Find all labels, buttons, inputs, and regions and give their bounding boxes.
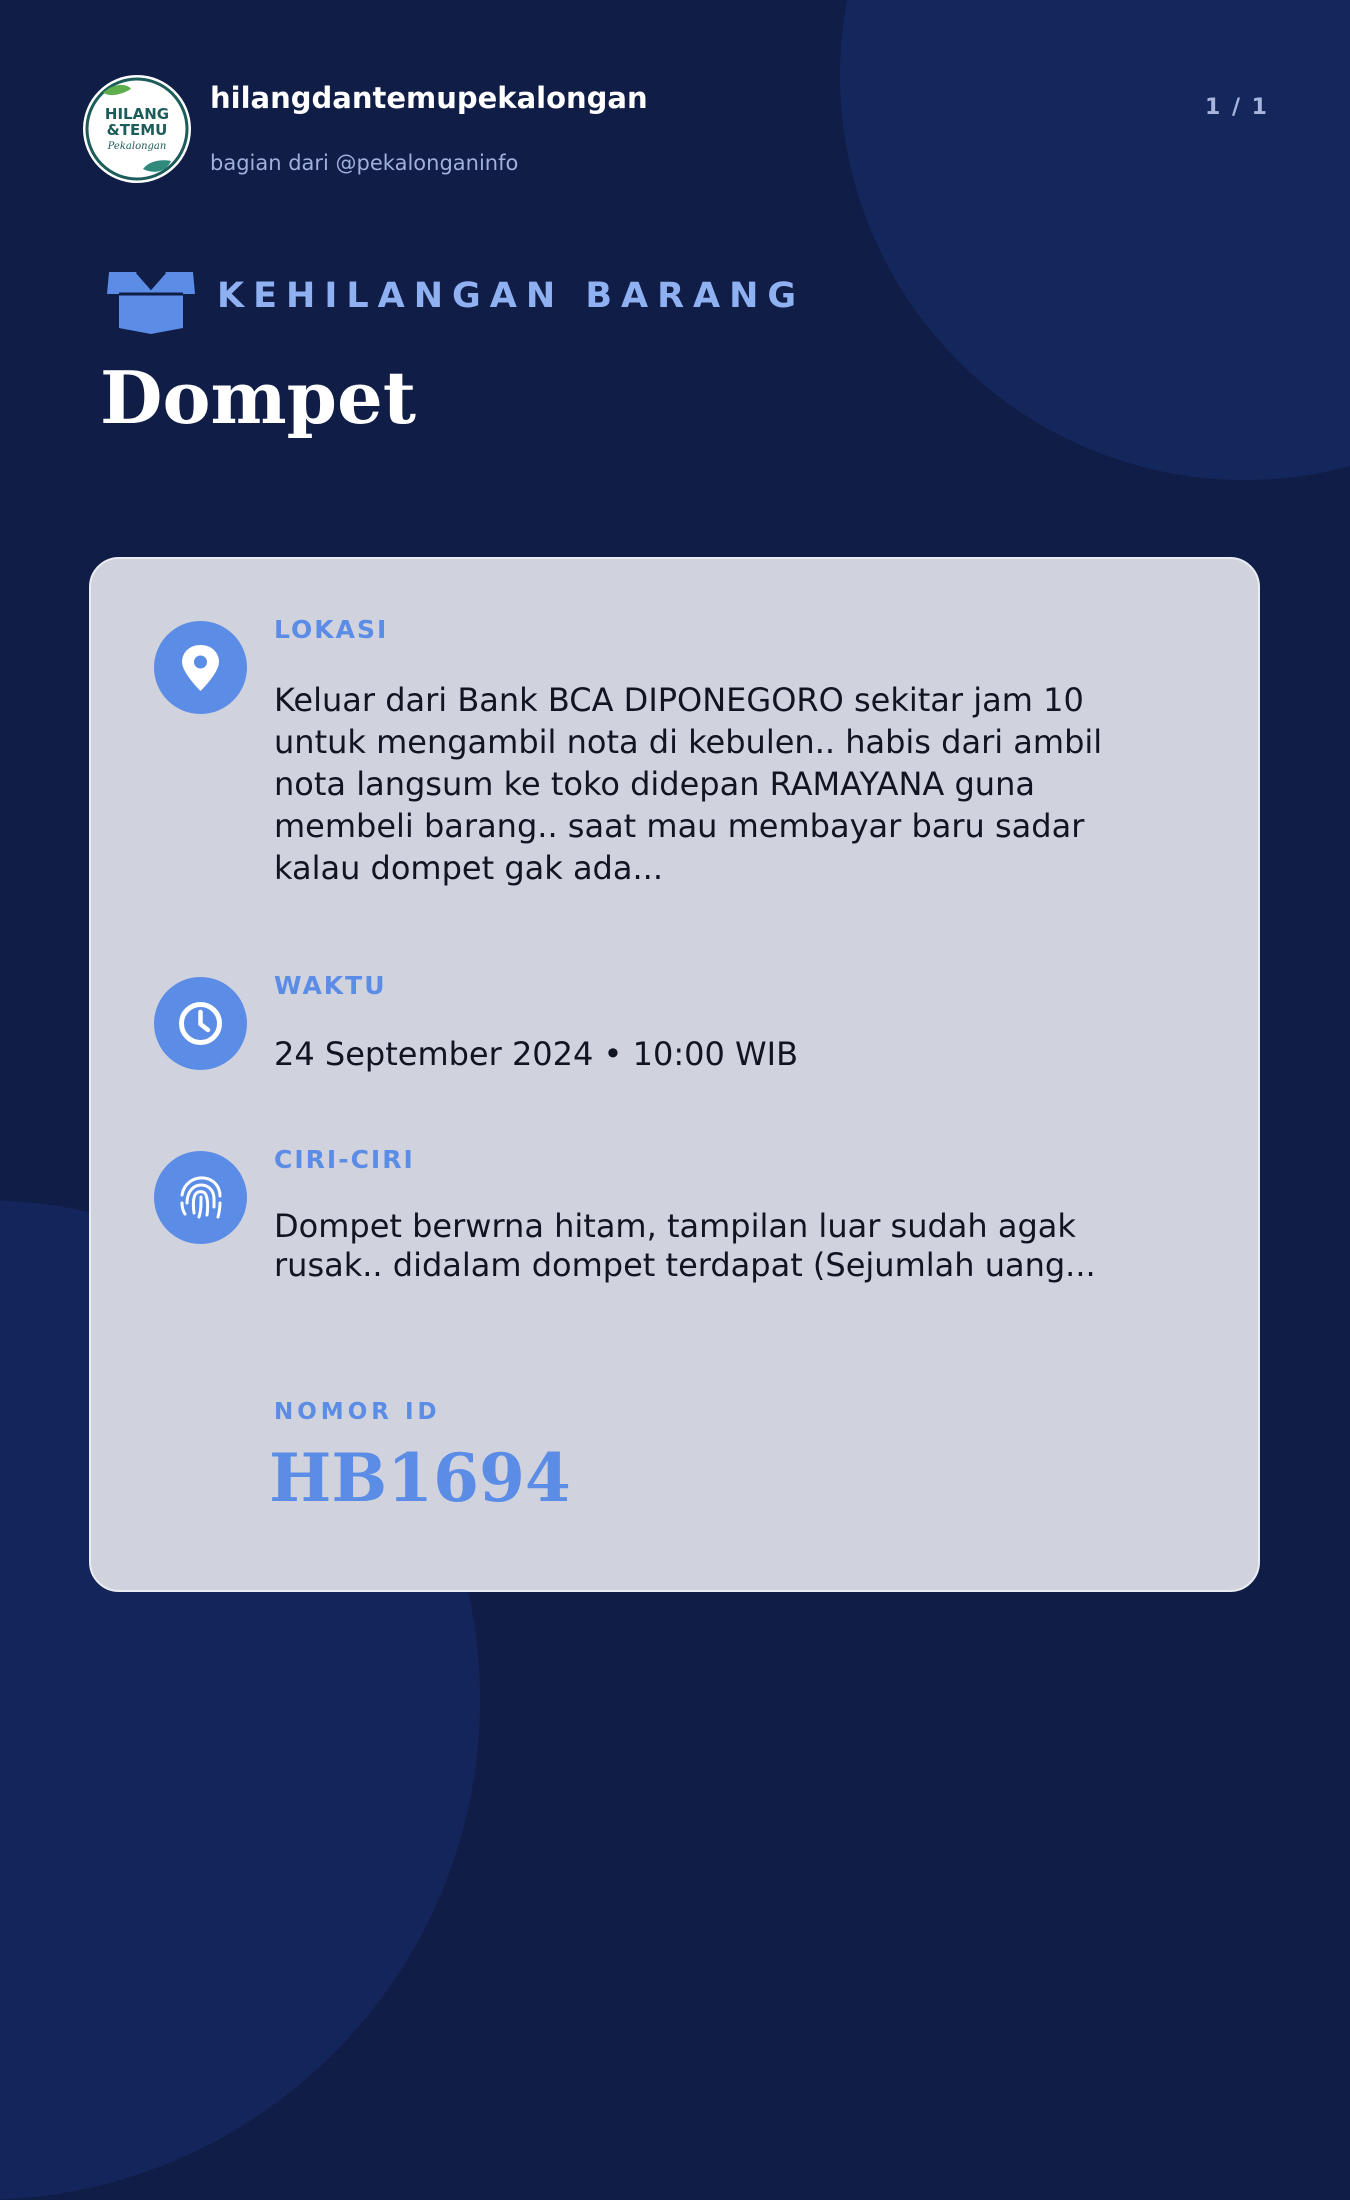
background-circle-top xyxy=(840,0,1350,480)
box-icon xyxy=(103,266,199,338)
time-icon-circle xyxy=(154,977,247,1070)
svg-text:&TEMU: &TEMU xyxy=(106,121,168,139)
account-name[interactable]: hilangdantemupekalongan xyxy=(210,81,648,115)
account-logo[interactable] xyxy=(83,75,191,183)
info-card xyxy=(89,557,1260,1592)
logo-icon xyxy=(83,75,191,183)
location-icon-circle xyxy=(154,621,247,714)
time-label: WAKTU xyxy=(274,971,387,1000)
features-icon-circle xyxy=(154,1151,247,1244)
svg-text:HILANG: HILANG xyxy=(104,105,170,123)
location-pin-icon xyxy=(154,621,247,714)
location-value: Keluar dari Bank BCA DIPONEGORO sekitar jam 10 untuk mengambil nota di kebulen.. habis dari ambil nota langsum ke toko didepan RAMAYANA guna membeli barang.. saat mau membayar baru sadar kalau dompet gak ada... xyxy=(274,681,1103,887)
clock-icon xyxy=(154,977,247,1070)
features-label: CIRI-CIRI xyxy=(274,1145,415,1174)
id-value: HB1694 xyxy=(269,1439,571,1517)
post-header xyxy=(83,75,1269,185)
page-counter: 1 / 1 xyxy=(1205,95,1269,120)
id-label: NOMOR ID xyxy=(274,1399,441,1425)
fingerprint-icon xyxy=(154,1151,247,1244)
time-value: 24 September 2024 • 10:00 WIB xyxy=(274,1035,799,1073)
location-label: LOKASI xyxy=(274,615,389,644)
category-label: KEHILANGAN BARANG xyxy=(217,276,806,316)
svg-text:Pekalongan: Pekalongan xyxy=(107,141,167,152)
item-title: Dompet xyxy=(100,355,417,440)
account-subtitle: bagian dari @pekalonganinfo xyxy=(210,151,519,175)
features-value: Dompet berwrna hitam, tampilan luar sudah agak rusak.. didalam dompet terdapat (Sejumlah uang... xyxy=(274,1207,1096,1284)
